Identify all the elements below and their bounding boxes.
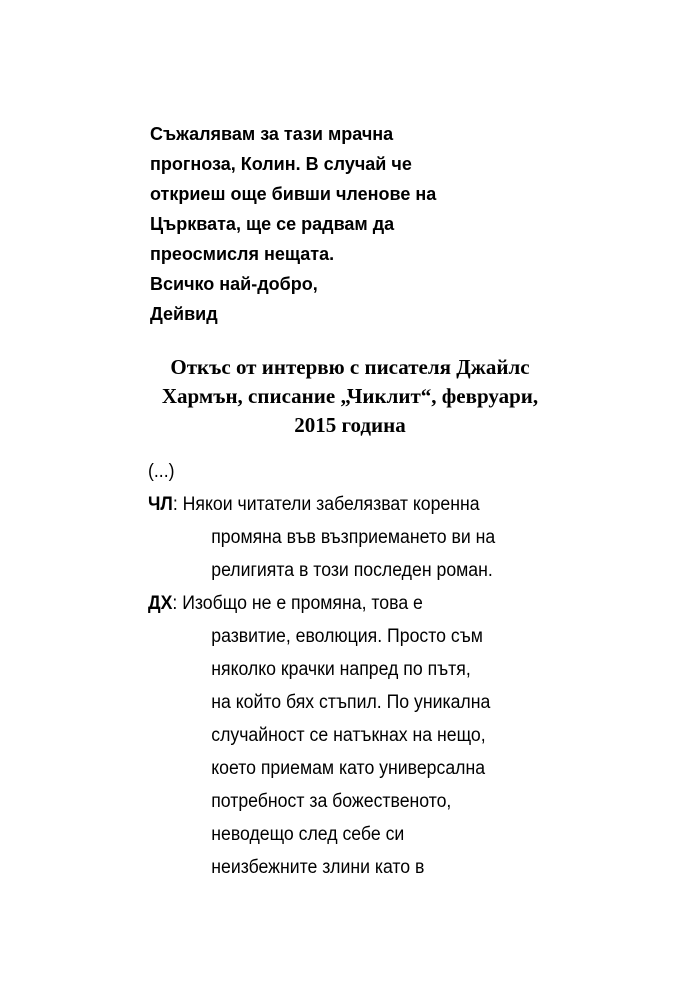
- answer-line: неводещо след себе си: [211, 824, 405, 845]
- question-line: промяна във възприемането ви на: [211, 527, 496, 548]
- ellipsis-marker: (...): [148, 461, 175, 482]
- speaker-label-interviewer: ЧЛ: [148, 494, 173, 515]
- letter-signature: Дейвид: [150, 304, 218, 324]
- question-line: религията в този последен роман.: [211, 560, 493, 581]
- letter-line: прогноза, Колин. В случай че: [150, 154, 412, 174]
- answer-first-line: [148, 587, 539, 620]
- speaker-label-author: ДХ: [148, 593, 173, 614]
- interview-excerpt: [148, 455, 539, 884]
- heading-line: 2015 година: [294, 413, 406, 437]
- letter-closing-text: [150, 119, 510, 329]
- letter-line: преосмисля нещата.: [150, 244, 335, 264]
- question-first-line: [148, 488, 539, 521]
- answer-line: няколко крачки напред по пътя,: [211, 659, 471, 680]
- question-text: : Някои читатели забелязват коренна: [172, 494, 480, 515]
- interview-heading: [100, 353, 600, 440]
- answer-line: развитие, еволюция. Просто съм: [211, 626, 483, 647]
- heading-line: Откъс от интервю с писателя Джайлс: [170, 355, 530, 379]
- letter-sign-off: Всичко най-добро,: [150, 274, 318, 294]
- answer-line: на който бях стъпил. По уникална: [211, 692, 491, 713]
- letter-line: Църквата, ще се радвам да: [150, 214, 395, 234]
- answer-line: неизбежните злини като в: [211, 857, 425, 878]
- answer-line: което приемам като универсална: [211, 758, 486, 779]
- letter-line: Съжалявам за тази мрачна: [150, 124, 394, 144]
- answer-line: потребност за божественото,: [211, 791, 452, 812]
- answer-text: : Изобщо не е промяна, това е: [172, 593, 423, 614]
- heading-line: Хармън, списание „Чиклит“, февруари,: [161, 384, 539, 408]
- answer-line: случайност се натъкнах на нещо,: [211, 725, 486, 746]
- letter-line: откриеш още бивши членове на: [150, 184, 437, 204]
